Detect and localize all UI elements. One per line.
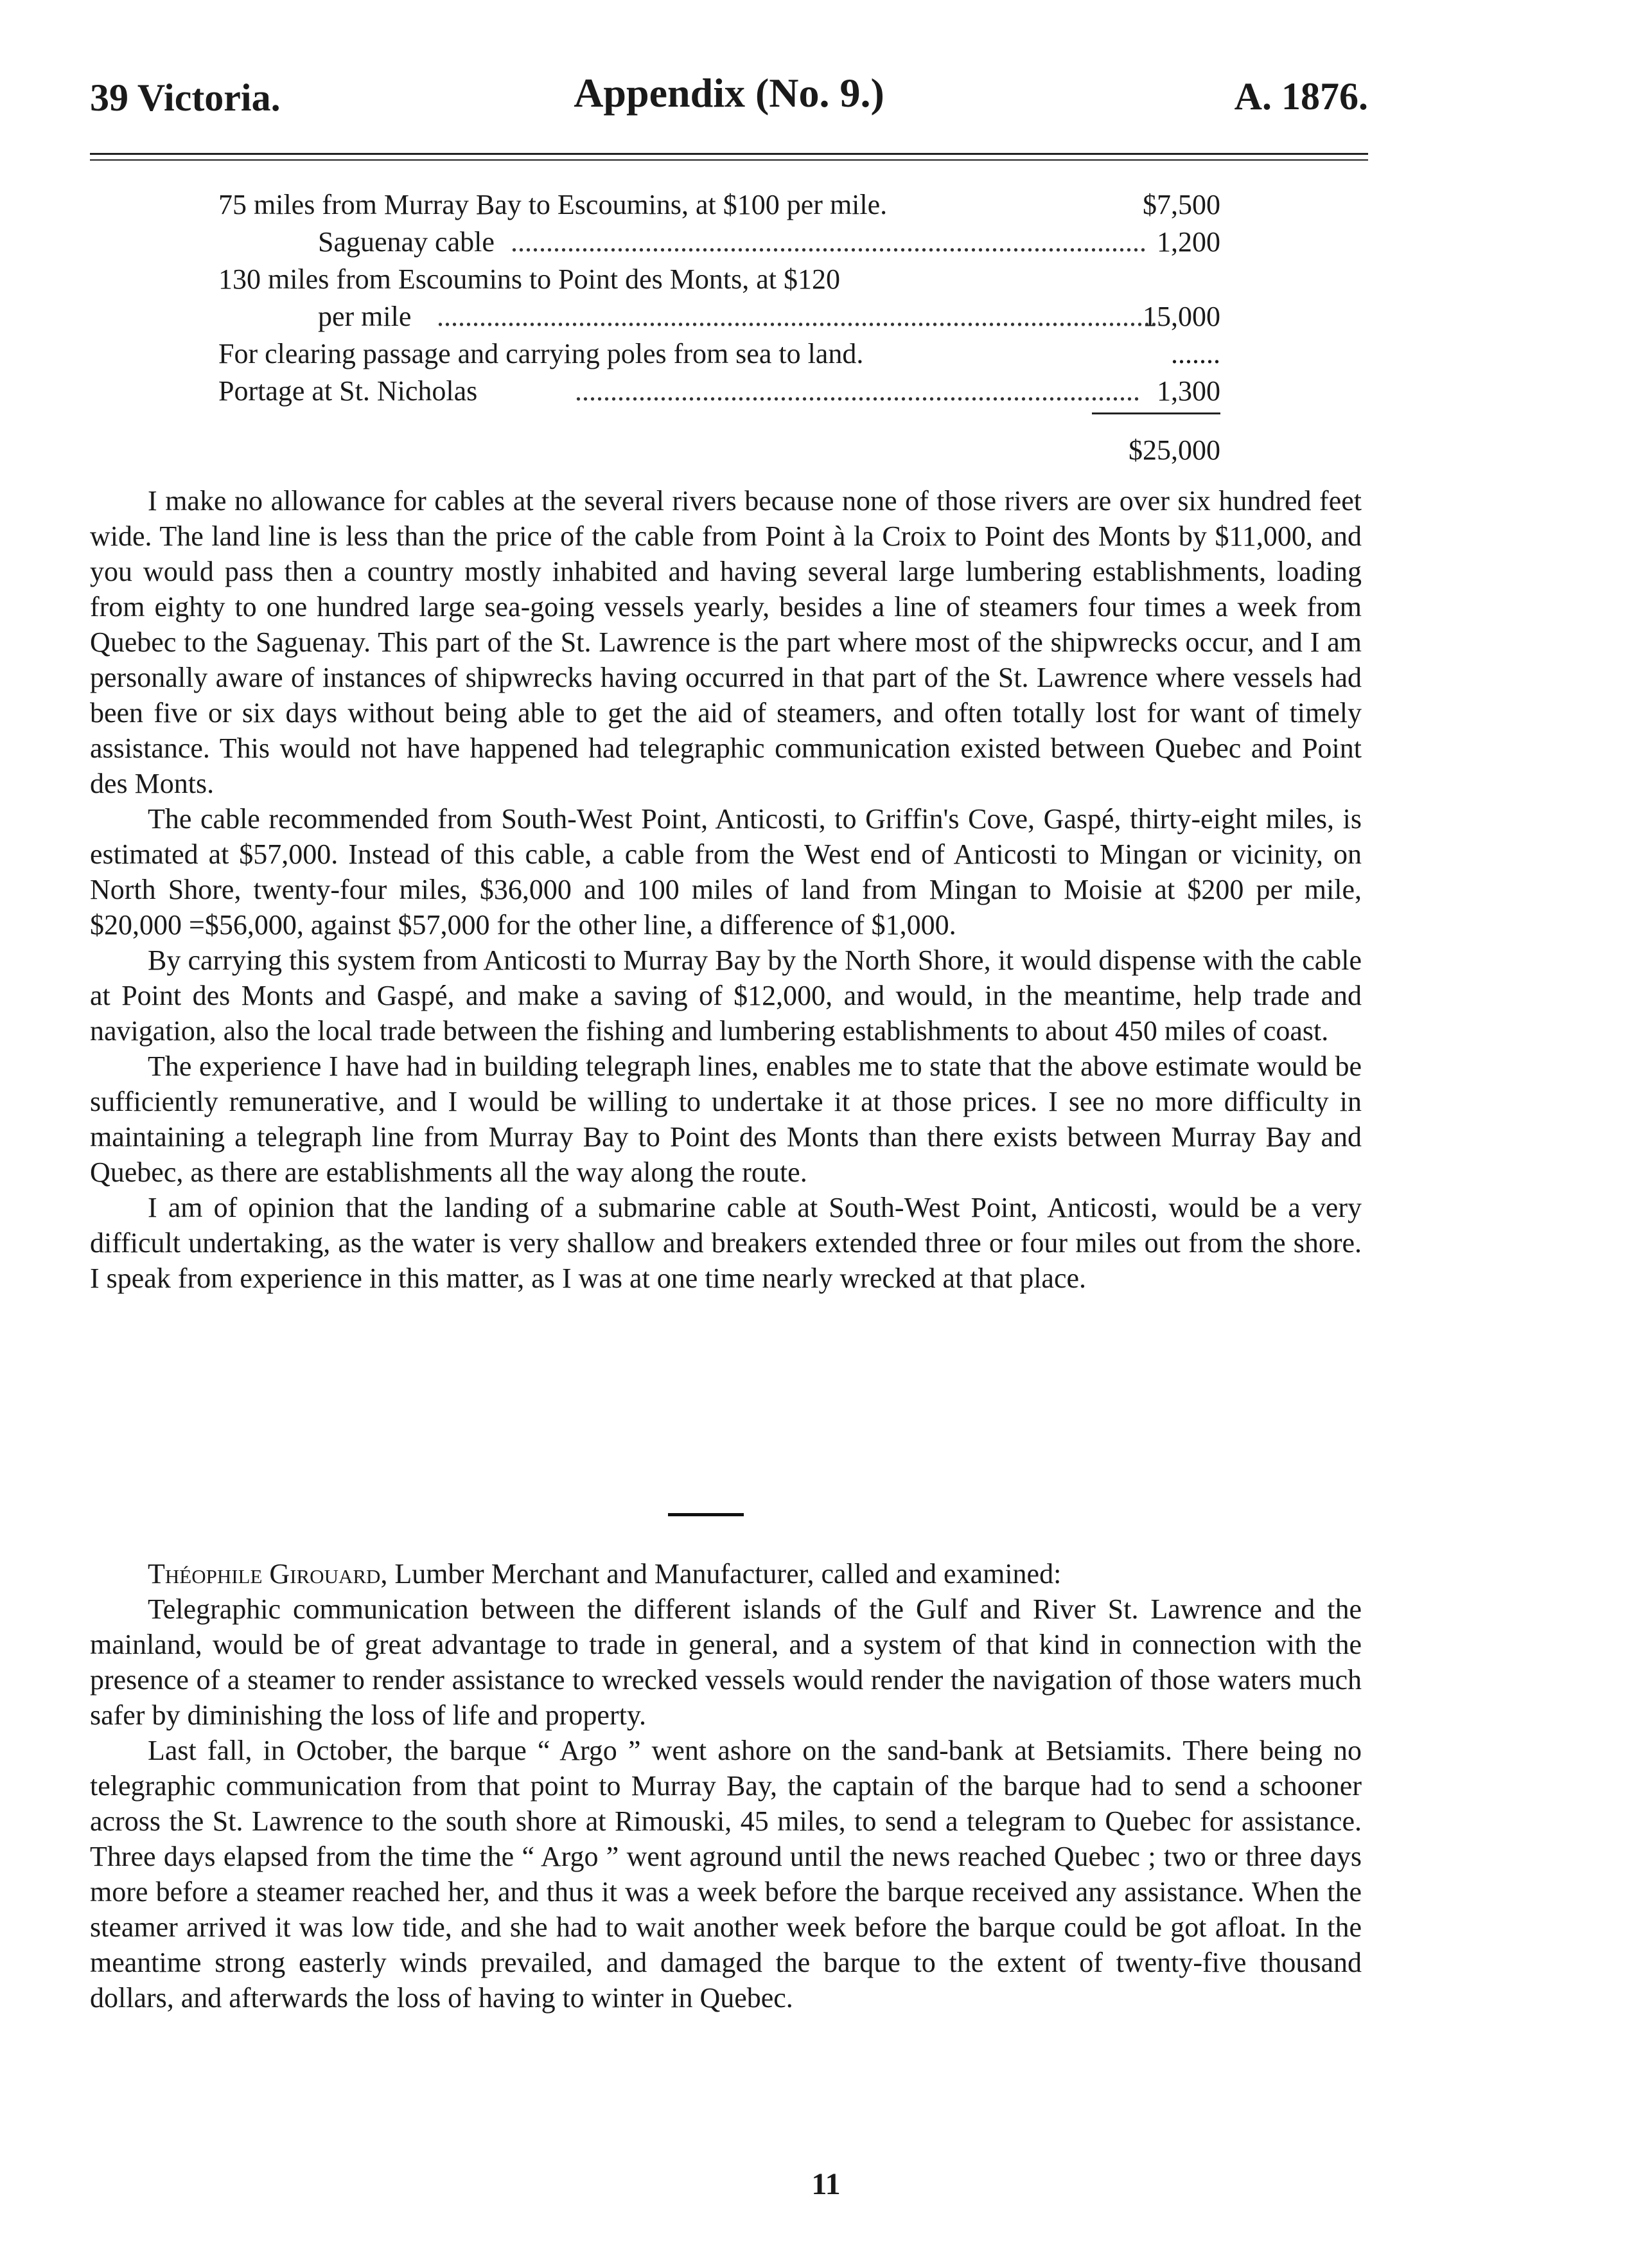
- paragraph: The cable recommended from South-West Point, Anticosti, to Griffin's Cove, Gaspé, thirty-eight miles, is estimated at $57,000. Instead of this cable, a cable from the West end of Anticosti to Mingan or vicinity, on North Shore, twenty-four miles, $36,000 and 100 miles of land from Mingan to Moisie at $200 per mile, $20,000 =$56,000, against $57,000 for the other line, a difference of $1,000.: [90, 803, 1362, 941]
- paragraph: I make no allowance for cables at the several rivers because none of those rivers are over six hundred feet wide. The land line is less than the price of the cable from Point à la Croix to Point des Monts by $11,000, and you would pass then a country mostly inhabited and having several large lumbering establishments, loading from eighty to one hundred large sea-going vessels yearly, besides a line of steamers four times a week from Quebec to the Saguenay. This part of the St. Lawrence is the part where most of the shipwrecks occur, and I am personally aware of instances of shipwrecks having occurred in that part of the St. Lawrence where vessels had been five or six days without being able to get the aid of steamers, and often totally lost for want of timely assistance. This would not have happened had telegraphic communication existed between Quebec and Point des Monts.: [90, 485, 1362, 799]
- dot-leader: ..........................................................................................: [511, 226, 1147, 258]
- estimate-description: Portage at St. Nicholas: [218, 375, 478, 407]
- paragraph: I am of opinion that the landing of a submarine cable at South-West Point, Anticosti, would be a very difficult undertaking, as the water is very shallow and breakers extended three or four miles out from the shore. I speak from experience in this matter, as I was at one time nearly wrecked at that place.: [90, 1192, 1362, 1294]
- estimate-amount: .......: [1171, 338, 1220, 369]
- witness-intro: , Lumber Merchant and Manufacturer, called and examined:: [380, 1558, 1062, 1590]
- estimate-amount: $7,500: [1143, 189, 1220, 220]
- paragraph: By carrying this system from Anticosti to Murray Bay by the North Shore, it would dispense with the cable at Point des Monts and Gaspé, and make a saving of $12,000, and would, in the meantime, help trade and navigation, also the local trade between the fishing and lumbering establishments to about 450 miles of coast.: [90, 944, 1362, 1047]
- header-rule-bottom: [90, 159, 1368, 161]
- running-header: [90, 64, 1368, 122]
- paragraph: The experience I have had in building telegraph lines, enables me to state that the above estimate would be sufficiently remunerative, and I would be willing to undertake it at those prices. I see no more difficulty in maintaining a telegraph line from Murray Bay to Point des Monts than there exists between Murray Bay and Quebec, as there are establishments all the way along the route.: [90, 1050, 1362, 1188]
- estimate-description: For clearing passage and carrying poles from sea to land.: [218, 338, 864, 369]
- witness-name: Théophile Girouard: [148, 1558, 381, 1590]
- estimate-amount: 15,000: [1143, 301, 1220, 332]
- estimate-description: 130 miles from Escoumins to Point des Monts, at $120: [218, 263, 840, 295]
- estimate-amount: 1,300: [1157, 375, 1220, 407]
- estimate-amount: 1,200: [1157, 226, 1220, 258]
- paragraph: Telegraphic communication between the different islands of the Gulf and River St. Lawrence and the mainland, would be of great advantage to trade in general, and a system of that kind in connection with the presence of a steamer to render assistance to wrecked vessels would render the navigation of those waters much safer by diminishing the loss of life and property.: [90, 1593, 1362, 1731]
- estimate-row: [218, 224, 1220, 261]
- header-rule-top: [90, 153, 1368, 155]
- statement-text: [90, 483, 1362, 1296]
- header-session: 39 Victoria.: [90, 76, 281, 119]
- sum-rule: [1092, 412, 1220, 414]
- estimate-row: [218, 261, 1220, 298]
- witness-heading: [90, 1556, 1362, 1591]
- estimate-row: [218, 298, 1220, 335]
- dot-leader: ................................................................................: [575, 375, 1140, 407]
- paragraph: Last fall, in October, the barque “ Argo ” went ashore on the sand-bank at Betsiamits. There being no telegraphic communication from that point to Murray Bay, the captain of the barque had to send a schooner across the St. Lawrence to the south shore at Rimouski, 45 miles, to send a telegram to Quebec for assistance. Three days elapsed from the time the “ Argo ” went aground until the news reached Quebec ; two or three days more before a steamer reached her, and thus it was a week before the barque received any assistance. When the steamer arrived it was low tide, and she had to wait another week before the barque could be got afloat. In the meantime strong easterly winds prevailed, and damaged the barque to the extent of twenty-five thousand dollars, and afterwards the loss of having to winter in Quebec.: [90, 1735, 1362, 2014]
- estimate-total: $25,000: [1129, 434, 1220, 466]
- estimate-row: [218, 335, 1220, 373]
- cost-estimate-table: [218, 186, 1220, 469]
- estimate-description: Saguenay cable: [318, 226, 495, 258]
- testimony-text: [90, 1556, 1362, 2016]
- section-separator: [668, 1513, 744, 1516]
- page-number: 11: [811, 2167, 841, 2201]
- header-year: A. 1876.: [1234, 75, 1368, 118]
- header-appendix: Appendix (No. 9.): [574, 70, 884, 116]
- dot-leader: ......................................................................................................: [437, 301, 1157, 332]
- estimate-description: per mile: [318, 301, 412, 332]
- estimate-total-row: [218, 432, 1220, 469]
- estimate-row: [218, 186, 1220, 224]
- estimate-description: 75 miles from Murray Bay to Escoumins, at $100 per mile.: [218, 189, 888, 220]
- estimate-row: [218, 373, 1220, 410]
